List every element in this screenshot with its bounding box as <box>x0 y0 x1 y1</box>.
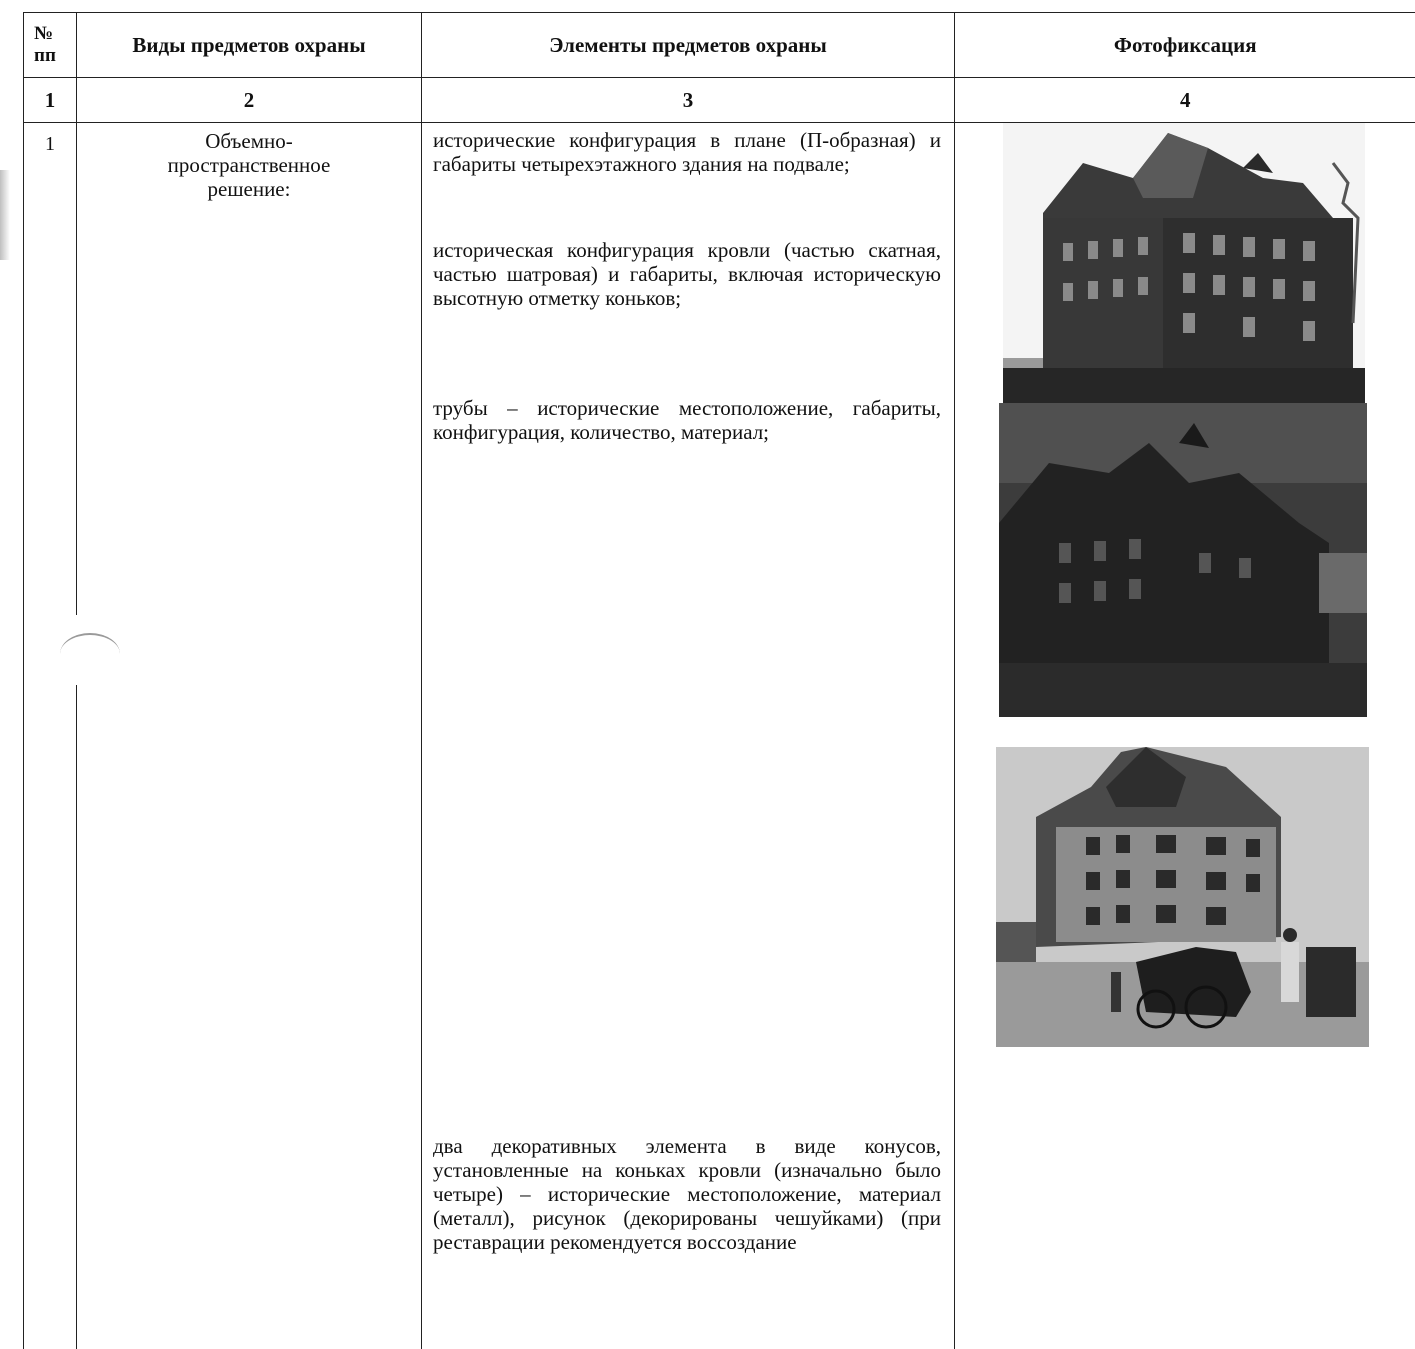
building-photo-corner <box>1003 123 1365 403</box>
header-elements: Элементы предметов охраны <box>422 13 955 78</box>
row-photos <box>955 123 1415 1349</box>
scan-edge-shadow <box>0 170 10 260</box>
kind-label: Объемно-пространственное решение: <box>134 129 364 201</box>
protection-subjects-table <box>23 12 1415 1349</box>
column-number-1: 1 <box>24 78 77 123</box>
element-chimneys: трубы – исторические местоположение, габариты, конфигурация, количество, материал; <box>433 396 941 444</box>
header-row <box>24 13 1415 78</box>
column-number-row <box>24 78 1415 123</box>
column-number-3: 3 <box>422 78 955 123</box>
table-row <box>24 123 1415 1349</box>
column-number-4: 4 <box>955 78 1415 123</box>
row-number: 1 <box>24 123 77 1349</box>
header-kinds: Виды предметов охраны <box>77 13 422 78</box>
column-number-2: 2 <box>77 78 422 123</box>
element-roof-configuration: историческая конфигурация кровли (частью скатная, частью шатровая) и габариты, включая историческую высотную отметку коньков; <box>433 238 941 310</box>
row-elements <box>422 123 955 1349</box>
header-number: № пп <box>24 13 77 78</box>
building-photo-historic-dark <box>999 403 1367 717</box>
scan-fold-mark <box>52 615 112 685</box>
row-kind <box>77 123 422 1349</box>
building-photo-street-scene <box>996 747 1369 1047</box>
header-photo: Фотофиксация <box>955 13 1415 78</box>
element-decorative-cones: два декоративных элемента в виде конусов, установленные на коньках кровли (изначально было четыре) – исторические местоположение, материал (металл), рисунок (декорированы чешуйками) (при реставрации рекомендуется воссоздание <box>433 1134 941 1254</box>
element-plan-configuration: исторические конфигурация в плане (П-образная) и габариты четырехэтажного здания на подвале; <box>433 128 941 176</box>
